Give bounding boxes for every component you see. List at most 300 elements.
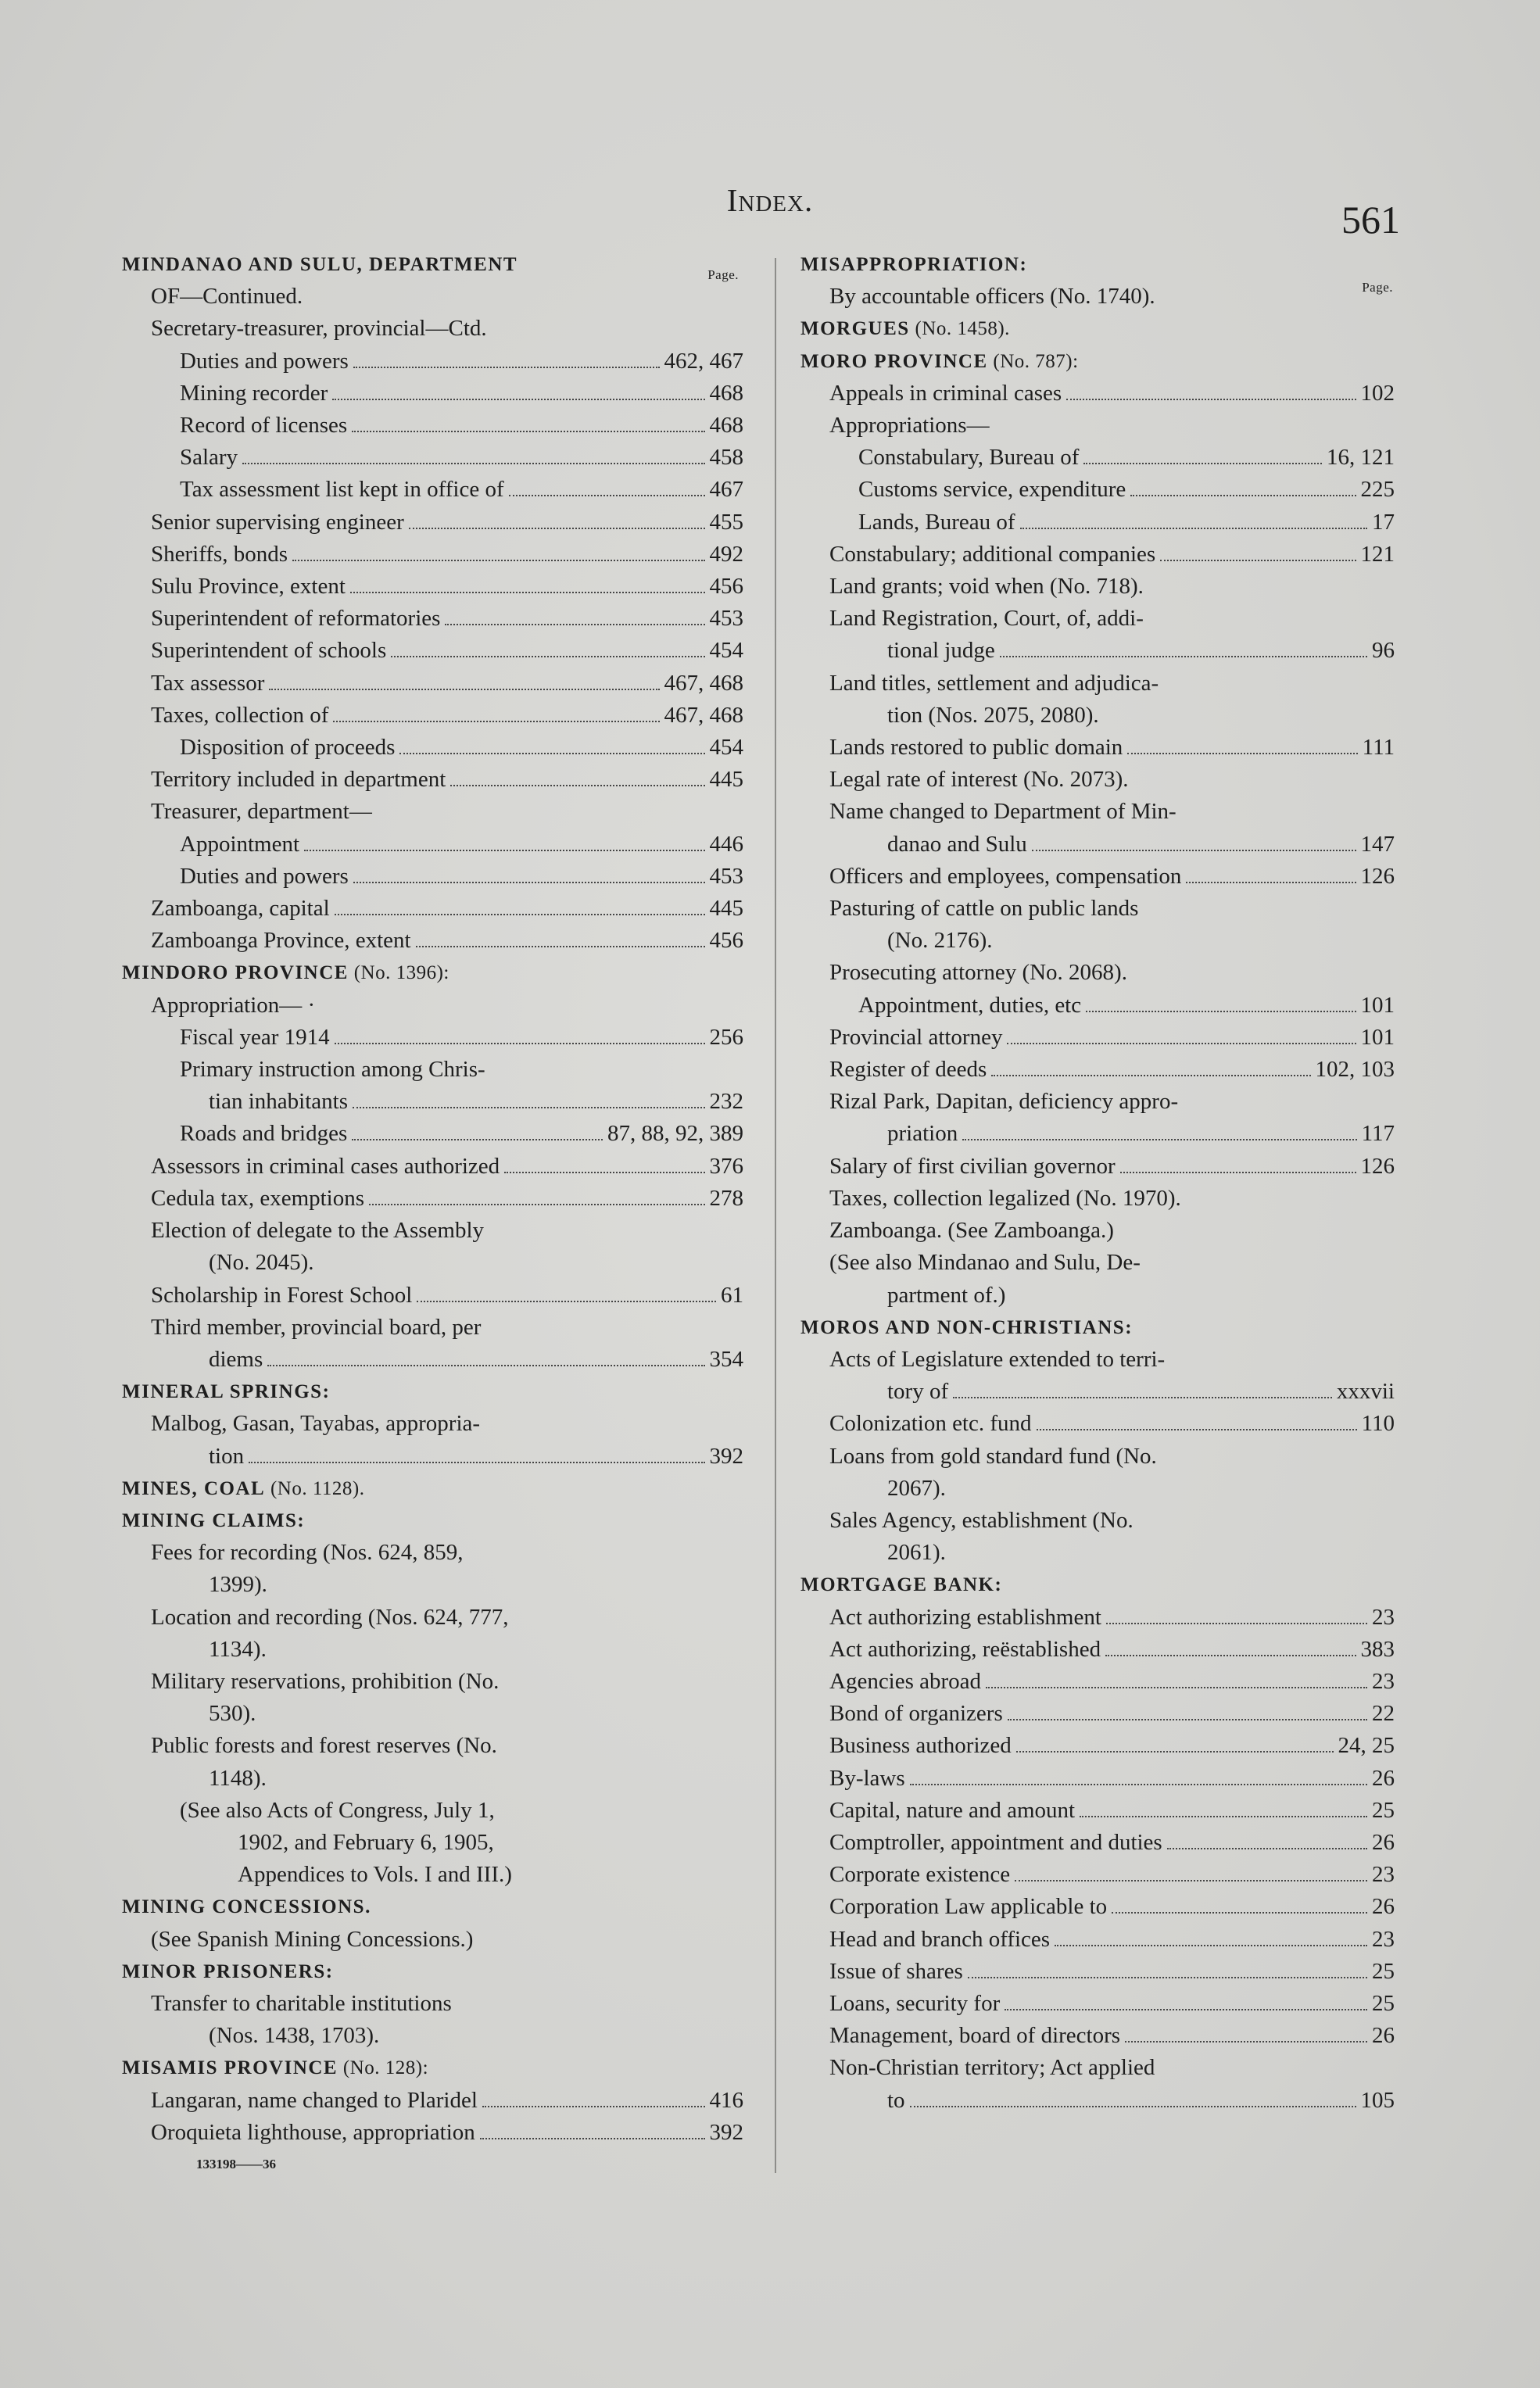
entry-text: By-laws	[829, 1765, 905, 1791]
page-reference: 256	[709, 1024, 743, 1050]
index-entry	[800, 1634, 1395, 1666]
page-reference: 126	[1360, 863, 1395, 889]
index-entry	[800, 603, 1395, 635]
index-entry	[122, 700, 743, 732]
index-entry	[122, 603, 743, 635]
index-entry	[800, 1924, 1395, 1956]
index-entry	[800, 1602, 1395, 1634]
index-entry	[800, 442, 1395, 474]
page-reference: 25	[1372, 1958, 1395, 1984]
entry-text: (See also Acts of Congress, July 1,	[180, 1797, 495, 1823]
page-reference: 102	[1360, 380, 1395, 406]
column-divider	[775, 258, 776, 2173]
dot-leader	[417, 1301, 716, 1302]
page-reference: 23	[1372, 1862, 1395, 1888]
page-reference: xxxvii	[1336, 1379, 1395, 1405]
entry-text: Register of deeds	[829, 1057, 987, 1083]
entry-text: Assessors in criminal cases authorized	[151, 1153, 500, 1179]
entry-text: tion (Nos. 2075, 2080).	[887, 702, 1099, 728]
page-reference: 416	[709, 2087, 743, 2113]
dot-leader	[1186, 882, 1356, 883]
index-entry	[800, 635, 1395, 667]
dot-leader	[1007, 1043, 1356, 1044]
entry-text: diems	[209, 1346, 263, 1372]
index-entry	[122, 764, 743, 796]
index-entry	[122, 990, 743, 1022]
index-entry	[122, 796, 743, 828]
dot-leader	[1000, 656, 1367, 657]
index-entry	[800, 410, 1395, 442]
index-entry	[800, 1891, 1395, 1923]
page-reference: 25	[1372, 1797, 1395, 1823]
page-reference: 458	[709, 445, 743, 471]
entry-text: danao and Sulu	[887, 831, 1027, 857]
dot-leader	[509, 495, 705, 496]
entry-text: Non-Christian territory; Act applied	[829, 2055, 1155, 2081]
index-entry	[800, 378, 1395, 410]
entry-text: tian inhabitants	[209, 1089, 348, 1115]
page-reference: 456	[709, 574, 743, 600]
index-entry	[122, 732, 743, 764]
index-entry	[800, 829, 1395, 861]
entry-text: Issue of shares	[829, 1958, 963, 1984]
dot-leader	[353, 367, 660, 368]
entry-text: (No. 2045).	[209, 1250, 314, 1276]
entry-text: Location and recording (Nos. 624, 777,	[151, 1604, 509, 1630]
index-heading	[122, 1891, 743, 1923]
entry-text: Zamboanga. (See Zamboanga.)	[829, 1218, 1114, 1244]
dot-leader	[445, 624, 704, 625]
entry-text: Superintendent of reformatories	[151, 606, 441, 632]
entry-text: tional judge	[887, 638, 995, 664]
heading-text: MORO PROVINCE	[800, 350, 988, 372]
page-reference: 446	[709, 831, 743, 857]
entry-text: Election of delegate to the Assembly	[151, 1218, 485, 1244]
index-heading	[800, 249, 1395, 281]
page-reference: 117	[1361, 1121, 1395, 1147]
entry-text: Appropriations—	[829, 413, 990, 439]
entry-text: 1134).	[209, 1636, 267, 1662]
index-entry	[800, 1666, 1395, 1698]
dot-leader	[482, 2106, 705, 2107]
dot-leader	[1083, 463, 1322, 464]
index-entry	[122, 1763, 743, 1795]
entry-text: Appeals in criminal cases	[829, 380, 1062, 406]
entry-text: (See Spanish Mining Concessions.)	[151, 1926, 474, 1952]
page-reference: 110	[1361, 1411, 1395, 1437]
dot-leader	[353, 1107, 705, 1108]
page-column-label: Page.	[707, 267, 739, 282]
entry-text: priation	[887, 1121, 958, 1147]
index-entry	[122, 1344, 743, 1376]
entry-text: Cedula tax, exemptions	[151, 1185, 365, 1211]
index-entry	[122, 2117, 743, 2149]
page-reference: 392	[709, 1443, 743, 1469]
entry-text: Salary	[180, 445, 238, 471]
entry-text: Rizal Park, Dapitan, deficiency appro-	[829, 1089, 1179, 1115]
heading-text: MINDORO PROVINCE	[122, 962, 349, 984]
entry-text: 1902, and February 6, 1905,	[238, 1829, 494, 1855]
entry-text: Territory included in department	[151, 767, 446, 793]
dot-leader	[269, 689, 659, 690]
entry-text: Zamboanga Province, extent	[151, 928, 411, 954]
index-heading	[122, 2052, 743, 2084]
page-reference: 101	[1360, 992, 1395, 1018]
entry-text: Land titles, settlement and adjudica-	[829, 670, 1159, 696]
entry-text: Lands, Bureau of	[858, 509, 1015, 535]
page-reference: 23	[1372, 1604, 1395, 1630]
entry-text: Sales Agency, establishment (No.	[829, 1507, 1134, 1533]
entry-text: Public forests and forest reserves (No.	[151, 1733, 497, 1759]
dot-leader	[910, 2106, 1356, 2107]
index-entry	[122, 1054, 743, 1086]
index-entry	[122, 1988, 743, 2020]
page-reference: 467, 468	[664, 670, 743, 696]
page-reference: 492	[709, 541, 743, 567]
index-entry	[800, 732, 1395, 764]
dot-leader	[391, 656, 704, 657]
page-reference: 278	[709, 1185, 743, 1211]
entry-text: Land grants; void when (No. 718).	[829, 574, 1144, 600]
heading-text: MINOR PRISONERS:	[122, 1960, 334, 1982]
entry-text: Taxes, collection legalized (No. 1970).	[829, 1185, 1181, 1211]
index-entry	[122, 2020, 743, 2052]
heading-text: MOROS AND NON-CHRISTIANS:	[800, 1316, 1134, 1338]
entry-text: Name changed to Department of Min-	[829, 799, 1176, 825]
index-entry	[122, 1280, 743, 1312]
entry-text: Sulu Province, extent	[151, 574, 346, 600]
index-entry	[122, 1698, 743, 1730]
page-reference: 102, 103	[1315, 1057, 1395, 1083]
index-heading	[122, 957, 743, 989]
dot-leader	[1066, 399, 1356, 400]
heading-suffix: (No. 1128).	[265, 1477, 365, 1499]
entry-text: Pasturing of cattle on public lands	[829, 896, 1139, 922]
page-reference: 26	[1372, 1894, 1395, 1920]
entry-text: Third member, provincial board, per	[151, 1314, 482, 1340]
page-reference: 25	[1372, 1990, 1395, 2016]
entry-text: Customs service, expenditure	[858, 477, 1126, 503]
dot-leader	[369, 1204, 704, 1205]
page-reference: 376	[709, 1153, 743, 1179]
entry-text: Provincial attorney	[829, 1024, 1003, 1050]
index-entry	[122, 1086, 743, 1118]
entry-text: Management, board of directors	[829, 2023, 1121, 2049]
index-entry	[122, 1795, 743, 1827]
entry-text: Duties and powers	[180, 348, 349, 374]
index-entry	[122, 1730, 743, 1762]
index-entry	[122, 507, 743, 539]
index-entry	[800, 990, 1395, 1022]
entry-text: Colonization etc. fund	[829, 1411, 1032, 1437]
dot-leader	[1120, 1172, 1356, 1173]
heading-suffix: (No. 128):	[338, 2057, 429, 2079]
dot-leader	[1112, 1912, 1367, 1914]
index-entry	[800, 668, 1395, 700]
entry-text: Transfer to charitable institutions	[151, 1990, 452, 2016]
dot-leader	[1125, 2041, 1367, 2043]
index-entry	[122, 1183, 743, 1215]
dot-leader	[1127, 753, 1357, 754]
dot-leader	[1106, 1623, 1367, 1624]
entry-text: Corporate existence	[829, 1862, 1011, 1888]
entry-text: Secretary-treasurer, provincial—Ctd.	[151, 316, 487, 342]
index-entry	[800, 764, 1395, 796]
page-reference: 455	[709, 509, 743, 535]
entry-text: Scholarship in Forest School	[151, 1282, 413, 1308]
index-entry	[800, 925, 1395, 957]
index-entry	[800, 1537, 1395, 1569]
dot-leader	[986, 1687, 1367, 1688]
index-heading	[800, 1312, 1395, 1344]
index-entry	[122, 1441, 743, 1473]
page-reference: 96	[1372, 638, 1395, 664]
dot-leader	[962, 1139, 1356, 1140]
index-heading	[122, 1956, 743, 1988]
entry-text: 2067).	[887, 1475, 946, 1501]
index-entry	[122, 1634, 743, 1666]
entry-text: (See also Mindanao and Sulu, De-	[829, 1250, 1141, 1276]
entry-text: Appointment, duties, etc	[858, 992, 1082, 1018]
heading-text: MISAMIS PROVINCE	[122, 2057, 338, 2079]
entry-text: Head and branch offices	[829, 1926, 1051, 1952]
heading-text: MINDANAO AND SULU, DEPARTMENT	[122, 254, 518, 275]
entry-text: (Nos. 1438, 1703).	[209, 2023, 380, 2049]
index-entry	[800, 700, 1395, 732]
index-entry	[122, 1569, 743, 1601]
page-reference: 467, 468	[664, 702, 743, 728]
index-entry	[800, 861, 1395, 893]
entry-text: Loans, security for	[829, 1990, 1001, 2016]
page-reference: 26	[1372, 1829, 1395, 1855]
dot-leader	[1032, 850, 1356, 851]
index-entry	[122, 1247, 743, 1279]
index-entry	[800, 1118, 1395, 1150]
page-reference: 17	[1372, 509, 1395, 535]
entry-text: Record of licenses	[180, 413, 348, 439]
index-entry	[800, 1054, 1395, 1086]
dot-leader	[1167, 1848, 1367, 1849]
dot-leader	[352, 431, 704, 432]
entry-text: 2061).	[887, 1540, 946, 1566]
index-entry	[800, 1183, 1395, 1215]
dot-leader	[304, 850, 704, 851]
index-entry	[122, 635, 743, 667]
index-entry	[122, 925, 743, 957]
dot-leader	[953, 1397, 1332, 1398]
entry-text: Land Registration, Court, of, addi-	[829, 606, 1144, 632]
page-reference: 105	[1360, 2087, 1395, 2113]
page-reference: 22	[1372, 1701, 1395, 1727]
entry-text: Oroquieta lighthouse, appropriation	[151, 2119, 475, 2145]
entry-text: Constabulary; additional companies	[829, 541, 1156, 567]
index-entry	[800, 1376, 1395, 1408]
entry-text: Senior supervising engineer	[151, 509, 404, 535]
entry-text: Comptroller, appointment and duties	[829, 1829, 1162, 1855]
index-entry	[800, 1280, 1395, 1312]
running-head: Index.	[726, 182, 814, 218]
entry-text: Primary instruction among Chris-	[180, 1057, 485, 1083]
entry-text: Salary of first civilian governor	[829, 1153, 1116, 1179]
index-entry	[122, 378, 743, 410]
page-reference: 453	[709, 606, 743, 632]
index-entry	[800, 1473, 1395, 1505]
dot-leader	[353, 882, 705, 883]
entry-text: Constabulary, Bureau of	[858, 445, 1080, 471]
index-entry	[122, 442, 743, 474]
entry-text: Disposition of proceeds	[180, 735, 396, 761]
dot-leader	[242, 463, 704, 464]
index-entry	[122, 1924, 743, 1956]
index-entry	[122, 1666, 743, 1698]
entry-text: Lands restored to public domain	[829, 735, 1123, 761]
page-reference: 24, 25	[1338, 1733, 1395, 1759]
index-entry	[800, 1763, 1395, 1795]
index-entry	[800, 281, 1395, 313]
index-entry	[800, 2085, 1395, 2117]
index-entry	[800, 1022, 1395, 1054]
index-entry	[800, 1827, 1395, 1859]
entry-text: (No. 2176).	[887, 928, 993, 954]
index-entry	[800, 507, 1395, 539]
index-entry	[800, 1698, 1395, 1730]
index-heading	[122, 249, 743, 281]
index-entry	[122, 313, 743, 345]
index-entry	[800, 1505, 1395, 1537]
index-entry	[122, 1859, 743, 1891]
entry-text: Roads and bridges	[180, 1121, 348, 1147]
dot-leader	[1080, 1816, 1367, 1817]
entry-text: Sheriffs, bonds	[151, 541, 288, 567]
index-heading	[122, 1505, 743, 1537]
index-entry	[122, 1537, 743, 1569]
index-entry	[800, 796, 1395, 828]
entry-text: Mining recorder	[180, 380, 328, 406]
dot-leader	[335, 914, 705, 915]
page-reference: 468	[709, 380, 743, 406]
index-entry	[122, 410, 743, 442]
index-heading	[800, 313, 1395, 345]
index-entry	[800, 1247, 1395, 1279]
entry-text: Officers and employees, compensation	[829, 863, 1182, 889]
entry-text: Superintendent of schools	[151, 638, 387, 664]
entry-text: Malbog, Gasan, Tayabas, appropria-	[151, 1411, 481, 1437]
index-entry	[800, 1988, 1395, 2020]
page-reference: 61	[721, 1282, 743, 1308]
index-entry	[800, 1441, 1395, 1473]
page-column-label: Page.	[1362, 280, 1393, 295]
entry-text: to	[887, 2087, 905, 2113]
index-entry	[800, 1344, 1395, 1376]
entry-text: Agencies abroad	[829, 1668, 982, 1694]
index-heading	[122, 1376, 743, 1408]
entry-text: Duties and powers	[180, 863, 349, 889]
heading-suffix: (No. 1396):	[348, 962, 449, 984]
dot-leader	[350, 592, 705, 593]
printer-code: 133198——36	[196, 2156, 276, 2171]
index-entry	[122, 474, 743, 506]
dot-leader	[352, 1139, 603, 1140]
left-column	[122, 249, 743, 2180]
index-entry	[122, 1022, 743, 1054]
entry-text: Tax assessor	[151, 670, 265, 696]
index-entry	[122, 829, 743, 861]
dot-leader	[991, 1075, 1310, 1076]
index-entry	[800, 1956, 1395, 1988]
page-reference: 462, 467	[664, 348, 743, 374]
dot-leader	[292, 560, 704, 561]
page-reference: 445	[709, 896, 743, 922]
index-entry	[800, 1795, 1395, 1827]
index-entry	[800, 2020, 1395, 2052]
page-reference: 445	[709, 767, 743, 793]
index-entry	[122, 1215, 743, 1247]
page-reference: 453	[709, 863, 743, 889]
index-heading	[800, 345, 1395, 378]
page-reference: 87, 88, 92, 389	[607, 1121, 743, 1147]
entry-text: Bond of organizers	[829, 1701, 1003, 1727]
page-reference: 26	[1372, 2023, 1395, 2049]
dot-leader	[332, 399, 704, 400]
index-entry	[800, 571, 1395, 603]
entry-text: 1399).	[209, 1572, 267, 1598]
index-entry	[122, 539, 743, 571]
entry-text: tory of	[887, 1379, 949, 1405]
dot-leader	[1008, 1719, 1367, 1720]
dot-leader	[1160, 560, 1356, 561]
entry-text: Fiscal year 1914	[180, 1024, 330, 1050]
index-entry	[800, 474, 1395, 506]
dot-leader	[416, 946, 705, 947]
heading-text: MISAPPROPRIATION:	[800, 254, 1028, 275]
page-reference: 23	[1372, 1926, 1395, 1952]
entry-text: Taxes, collection of	[151, 702, 329, 728]
index-entry	[122, 893, 743, 925]
index-entry	[122, 1602, 743, 1634]
page-reference: 26	[1372, 1765, 1395, 1791]
entry-text: Zamboanga, capital	[151, 896, 330, 922]
page-reference: 126	[1360, 1153, 1395, 1179]
page-reference: 147	[1360, 831, 1395, 857]
page-reference: 232	[709, 1089, 743, 1115]
heading-text: MORGUES	[800, 318, 910, 340]
dot-leader	[480, 2138, 705, 2139]
index-entry	[800, 957, 1395, 989]
entry-text: Act authorizing, reëstablished	[829, 1636, 1101, 1662]
entry-text: Prosecuting attorney (No. 2068).	[829, 960, 1127, 986]
entry-text: Appropriation— ·	[151, 992, 316, 1018]
page-reference: 354	[709, 1346, 743, 1372]
index-entry	[800, 1859, 1395, 1891]
dot-leader	[1015, 1880, 1367, 1881]
index-entry	[122, 281, 743, 313]
entry-text: 530).	[209, 1701, 256, 1727]
dot-leader	[1055, 1945, 1367, 1946]
entry-text: Appointment	[180, 831, 300, 857]
dot-leader	[399, 753, 704, 754]
right-column	[800, 249, 1395, 2117]
page-reference: 454	[709, 735, 743, 761]
heading-text: MORTGAGE BANK:	[800, 1574, 1003, 1596]
index-entry	[122, 345, 743, 378]
page-reference: 454	[709, 638, 743, 664]
index-entry	[800, 1151, 1395, 1183]
dot-leader	[1016, 1751, 1334, 1753]
heading-suffix: (No. 787):	[987, 350, 1079, 372]
dot-leader	[335, 1043, 705, 1044]
index-entry	[800, 1730, 1395, 1762]
dot-leader	[1037, 1429, 1357, 1430]
